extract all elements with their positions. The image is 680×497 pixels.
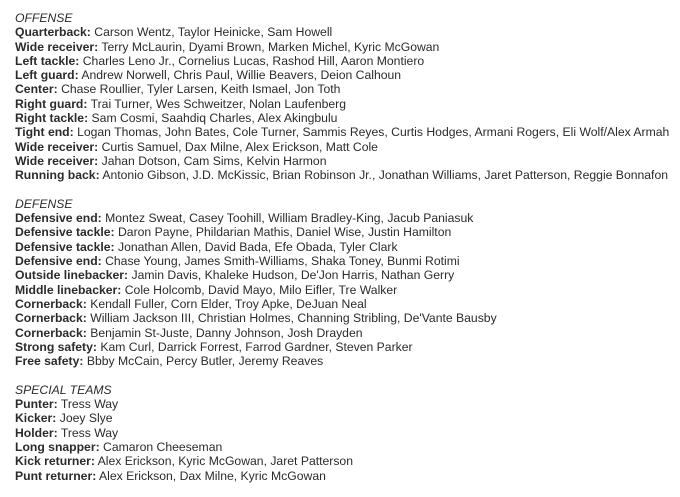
- roster-row: [15, 40, 680, 54]
- section-defense: [15, 197, 680, 369]
- position-label: Defensive end:: [15, 254, 102, 269]
- position-label: Kicker:: [15, 411, 57, 426]
- position-label: Right tackle:: [15, 111, 89, 126]
- player-list: Alex Erickson, Kyric McGowan, Jaret Patterson: [97, 454, 353, 469]
- position-label: Strong safety:: [15, 339, 97, 354]
- position-label: Left guard:: [15, 68, 79, 83]
- sections-container: [15, 11, 680, 483]
- roster-row: [15, 469, 680, 483]
- roster-row: [15, 297, 680, 311]
- player-list: Trai Turner, Wes Schweitzer, Nolan Laufenberg: [90, 96, 346, 111]
- player-list: Kendall Fuller, Corn Elder, Troy Apke, DeJuan Neal: [90, 296, 367, 311]
- roster-row: [15, 97, 680, 111]
- roster-row: [15, 168, 680, 182]
- roster-row: [15, 440, 680, 454]
- section-title: OFFENSE: [15, 11, 73, 25]
- player-list: Tress Way: [60, 397, 119, 412]
- position-label: Right guard:: [15, 96, 88, 111]
- roster-row: [15, 111, 680, 125]
- position-label: Wide receiver:: [15, 139, 99, 154]
- position-label: Cornerback:: [15, 325, 87, 340]
- player-list: Curtis Samuel, Dax Milne, Alex Erickson, Matt Cole: [101, 139, 378, 154]
- player-list: Chase Young, James Smith-Williams, Shaka Toney, Bunmi Rotimi: [105, 254, 460, 269]
- position-label: Cornerback:: [15, 311, 87, 326]
- player-list: Camaron Cheeseman: [103, 439, 223, 454]
- roster-row: [15, 25, 680, 39]
- roster-row: [15, 426, 680, 440]
- roster-row: [15, 140, 680, 154]
- section-spacer: [15, 368, 680, 382]
- player-list: Carson Wentz, Taylor Heinicke, Sam Howell: [94, 25, 333, 40]
- roster-row: [15, 125, 680, 139]
- section-spacer: [15, 183, 680, 197]
- roster-row: [15, 326, 680, 340]
- player-list: Jahan Dotson, Cam Sims, Kelvin Harmon: [101, 153, 327, 168]
- player-list: Alex Erickson, Dax Milne, Kyric McGowan: [98, 468, 326, 483]
- player-list: Bbby McCain, Percy Butler, Jeremy Reaves: [86, 354, 324, 369]
- player-list: Chase Roullier, Tyler Larsen, Keith Ismael, Jon Toth: [61, 82, 341, 97]
- position-label: Kick returner:: [15, 454, 95, 469]
- roster-row: [15, 454, 680, 468]
- player-list: Kam Curl, Darrick Forrest, Farrod Gardner, Steven Parker: [100, 339, 413, 354]
- roster-row: [15, 397, 680, 411]
- player-list: Tress Way: [60, 425, 119, 440]
- player-list: Joey Slye: [59, 411, 113, 426]
- position-label: Free safety:: [15, 354, 84, 369]
- roster-row: [15, 254, 680, 268]
- player-list: Sam Cosmi, Saahdiq Charles, Alex Akingbulu: [91, 111, 338, 126]
- position-label: Center:: [15, 82, 58, 97]
- roster-row: [15, 82, 680, 96]
- player-list: Montez Sweat, Casey Toohill, William Bradley-King, Jacub Paniasuk: [105, 211, 474, 226]
- section-special-teams: [15, 383, 680, 483]
- position-label: Long snapper:: [15, 439, 100, 454]
- position-label: Wide receiver:: [15, 153, 99, 168]
- roster-row: [15, 311, 680, 325]
- position-label: Wide receiver:: [15, 39, 99, 54]
- position-label: Tight end:: [15, 125, 74, 140]
- player-list: Daron Payne, Phildarian Mathis, Daniel Wise, Justin Hamilton: [117, 225, 452, 240]
- player-list: Charles Leno Jr., Cornelius Lucas, Rashod Hill, Aaron Montiero: [82, 53, 425, 68]
- roster-row: [15, 240, 680, 254]
- position-label: Punt returner:: [15, 468, 97, 483]
- roster-row: [15, 268, 680, 282]
- player-list: Terry McLaurin, Dyami Brown, Marken Michel, Kyric McGowan: [101, 39, 440, 54]
- section-title: SPECIAL TEAMS: [15, 382, 112, 397]
- section-title: DEFENSE: [15, 196, 73, 211]
- player-list: Benjamin St-Juste, Danny Johnson, Josh Drayden: [90, 325, 363, 340]
- player-list: William Jackson III, Christian Holmes, Channing Stribling, De'Vante Bausby: [90, 311, 497, 326]
- position-label: Punter:: [15, 397, 58, 412]
- roster-row: [15, 154, 680, 168]
- roster-row: [15, 283, 680, 297]
- position-label: Left tackle:: [15, 53, 80, 68]
- roster-row: [15, 225, 680, 239]
- position-label: Defensive tackle:: [15, 239, 115, 254]
- position-label: Cornerback:: [15, 296, 87, 311]
- position-label: Defensive end:: [15, 211, 102, 226]
- roster-row: [15, 340, 680, 354]
- position-label: Running back:: [15, 168, 100, 183]
- player-list: Andrew Norwell, Chris Paul, Willie Beavers, Deion Calhoun: [81, 68, 402, 83]
- position-label: Outside linebacker:: [15, 268, 129, 283]
- position-label: Middle linebacker:: [15, 282, 122, 297]
- player-list: Cole Holcomb, David Mayo, Milo Eifler, Tre Walker: [124, 282, 398, 297]
- section-offense: [15, 11, 680, 183]
- roster-row: [15, 211, 680, 225]
- roster-row: [15, 354, 680, 368]
- position-label: Holder:: [15, 425, 58, 440]
- roster-row: [15, 54, 680, 68]
- roster-row: [15, 68, 680, 82]
- player-list: Jamin Davis, Khaleke Hudson, De'Jon Harris, Nathan Gerry: [131, 268, 455, 283]
- position-label: Defensive tackle:: [15, 225, 115, 240]
- player-list: Jonathan Allen, David Bada, Efe Obada, Tyler Clark: [117, 239, 398, 254]
- player-list: Logan Thomas, John Bates, Cole Turner, Sammis Reyes, Curtis Hodges, Armani Rogers, Eli Wolf/Alex Armah: [77, 125, 670, 140]
- roster-row: [15, 411, 680, 425]
- player-list: Antonio Gibson, J.D. McKissic, Brian Robinson Jr., Jonathan Williams, Jaret Patterson, Reggie Bonnafon: [102, 168, 668, 183]
- position-label: Quarterback:: [15, 25, 91, 40]
